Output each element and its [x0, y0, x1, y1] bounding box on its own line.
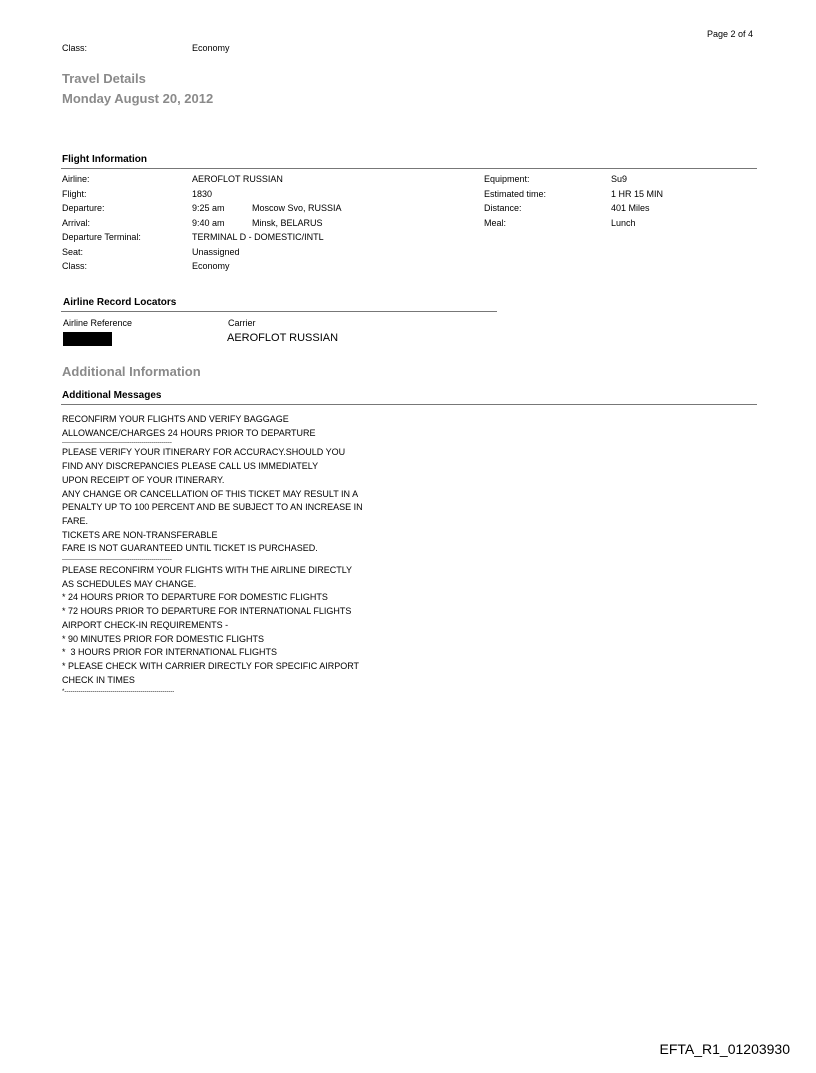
carrier-value: AEROFLOT RUSSIAN [227, 332, 339, 344]
message-line: * 3 HOURS PRIOR FOR INTERNATIONAL FLIGHTS [62, 647, 278, 658]
redacted-reference [63, 332, 112, 346]
arrival-label: Arrival: [62, 217, 91, 228]
message-line: RECONFIRM YOUR FLIGHTS AND VERIFY BAGGAGE [62, 414, 289, 424]
seat-value: Unassigned [192, 246, 240, 257]
flight-info-title: Flight Information [62, 154, 147, 165]
message-line: AS SCHEDULES MAY CHANGE. [62, 578, 197, 589]
message-line: FIND ANY DISCREPANCIES PLEASE CALL US IMMEDIATELY [62, 461, 319, 472]
equipment-value: Su9 [611, 174, 628, 184]
message-line: CHECK IN TIMES [62, 674, 135, 685]
message-line: ANY CHANGE OR CANCELLATION OF THIS TICKET MAY RESULT IN A [62, 488, 359, 499]
additional-messages-divider [61, 404, 757, 405]
message-line: UPON RECEIPT OF YOUR ITINERARY. [62, 474, 225, 485]
seat-label: Seat: [62, 246, 84, 257]
message-line: * 72 HOURS PRIOR TO DEPARTURE FOR INTERNATIONAL FLIGHTS [62, 606, 352, 617]
distance-label: Distance: [484, 203, 522, 213]
message-line: PLEASE VERIFY YOUR ITINERARY FOR ACCURACY.SHOULD YOU [62, 447, 346, 458]
departure-label: Departure: [62, 203, 105, 213]
message-line: ------------------------------------------------------- [62, 557, 172, 564]
travel-details-title: Travel Details [62, 71, 146, 86]
distance-value: 401 Miles [611, 203, 650, 213]
message-line: FARE. [62, 515, 89, 526]
class-value: Economy [192, 261, 230, 271]
additional-messages-body [62, 413, 363, 697]
record-locators-title: Airline Record Locators [63, 297, 177, 308]
top-class-label: Class: [62, 43, 88, 53]
message-line: TICKETS ARE NON-TRANSFERABLE [62, 529, 218, 540]
additional-info-title: Additional Information [62, 364, 201, 379]
estimated-time-label: Estimated time: [484, 188, 547, 199]
message-line: * PLEASE CHECK WITH CARRIER DIRECTLY FOR SPECIFIC AIRPORT [62, 660, 360, 671]
departure-terminal-label: Departure Terminal: [62, 232, 141, 242]
message-line: ------------------------------------------------------- [62, 440, 172, 447]
message-line: FARE IS NOT GUARANTEED UNTIL TICKET IS PURCHASED. [62, 543, 318, 554]
meal-label: Meal: [484, 217, 507, 228]
equipment-label: Equipment: [484, 174, 530, 184]
top-class-value: Economy [192, 43, 230, 53]
flight-value: 1830 [192, 188, 213, 199]
departure-terminal-value: TERMINAL D - DOMESTIC/INTL [192, 232, 324, 242]
travel-date: Monday August 20, 2012 [62, 91, 214, 106]
flight-label: Flight: [62, 188, 87, 199]
message-line: *------------------------------------------------------- [62, 689, 175, 696]
arrival-city: Minsk, BELARUS [252, 217, 323, 228]
message-line: PENALTY UP TO 100 PERCENT AND BE SUBJECT TO AN INCREASE IN [62, 502, 363, 513]
meal-value: Lunch [611, 217, 636, 228]
departure-city: Moscow Svo, RUSSIA [252, 203, 342, 213]
flight-info-divider [61, 168, 757, 169]
record-locators-divider [61, 311, 497, 312]
airline-reference-header: Airline Reference [63, 318, 133, 328]
message-line: * 24 HOURS PRIOR TO DEPARTURE FOR DOMESTIC FLIGHTS [62, 592, 328, 603]
estimated-time-value: 1 HR 15 MIN [611, 188, 664, 199]
departure-time: 9:25 am [192, 203, 225, 213]
class-label: Class: [62, 261, 88, 271]
additional-messages-title: Additional Messages [62, 390, 162, 401]
page-number: Page 2 of 4 [707, 29, 754, 39]
airline-value: AEROFLOT RUSSIAN [192, 174, 283, 184]
message-line: * 90 MINUTES PRIOR FOR DOMESTIC FLIGHTS [62, 633, 265, 644]
airline-label: Airline: [62, 174, 90, 184]
message-line: ALLOWANCE/CHARGES 24 HOURS PRIOR TO DEPARTURE [62, 427, 316, 438]
message-line: AIRPORT CHECK-IN REQUIREMENTS - [62, 619, 229, 630]
document-id: EFTA_R1_01203930 [659, 1041, 790, 1057]
arrival-time: 9:40 am [192, 217, 225, 228]
message-line: PLEASE RECONFIRM YOUR FLIGHTS WITH THE AIRLINE DIRECTLY [62, 565, 353, 576]
carrier-header: Carrier [228, 318, 256, 328]
